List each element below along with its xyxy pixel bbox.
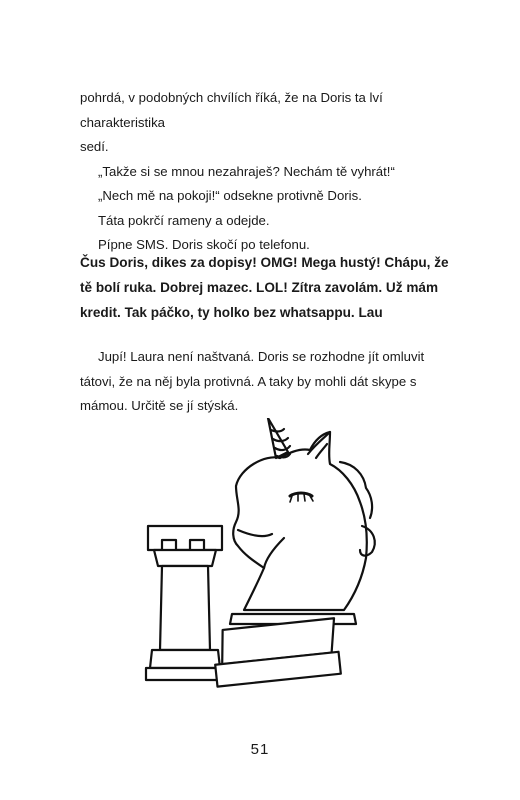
text-line: Táta pokrčí rameny a odejde.: [98, 212, 270, 228]
dialogue-line: „Takže si se mnou nezahraješ? Nechám tě vyhrát!“: [98, 163, 395, 179]
page-number: 51: [250, 741, 270, 758]
unicorn-knight-icon: [215, 418, 375, 687]
paragraph: Jupí! Laura není naštvaná. Doris se rozhodne jít omluvit tátovi, že na něj byla protivná. A taky by mohli dát skype s mámou. Určitě se jí stýská.: [80, 349, 425, 413]
text-line: pohrdá, v podobných chvílích říká, že na Doris ta lví charakteristika: [80, 90, 383, 130]
rook-icon: [146, 526, 224, 680]
dialogue-line: „Nech mě na pokoji!“ odsekne protivně Doris.: [98, 188, 362, 203]
sms-message: Čus Doris, dikes za dopisy! OMG! Mega hustý! Chápu, že tě bolí ruka. Dobrej mazec. LOL! Zítra zavolám. Už mám kredit. Tak páčko, ty holko bez whatsappu. Lau: [80, 255, 449, 320]
text-line: Pípne SMS. Doris skočí po telefonu.: [98, 237, 310, 252]
text-line: sedí.: [80, 139, 109, 154]
top-text-block: [80, 86, 450, 258]
chess-rook-and-unicorn-knight-icon: [140, 418, 390, 693]
